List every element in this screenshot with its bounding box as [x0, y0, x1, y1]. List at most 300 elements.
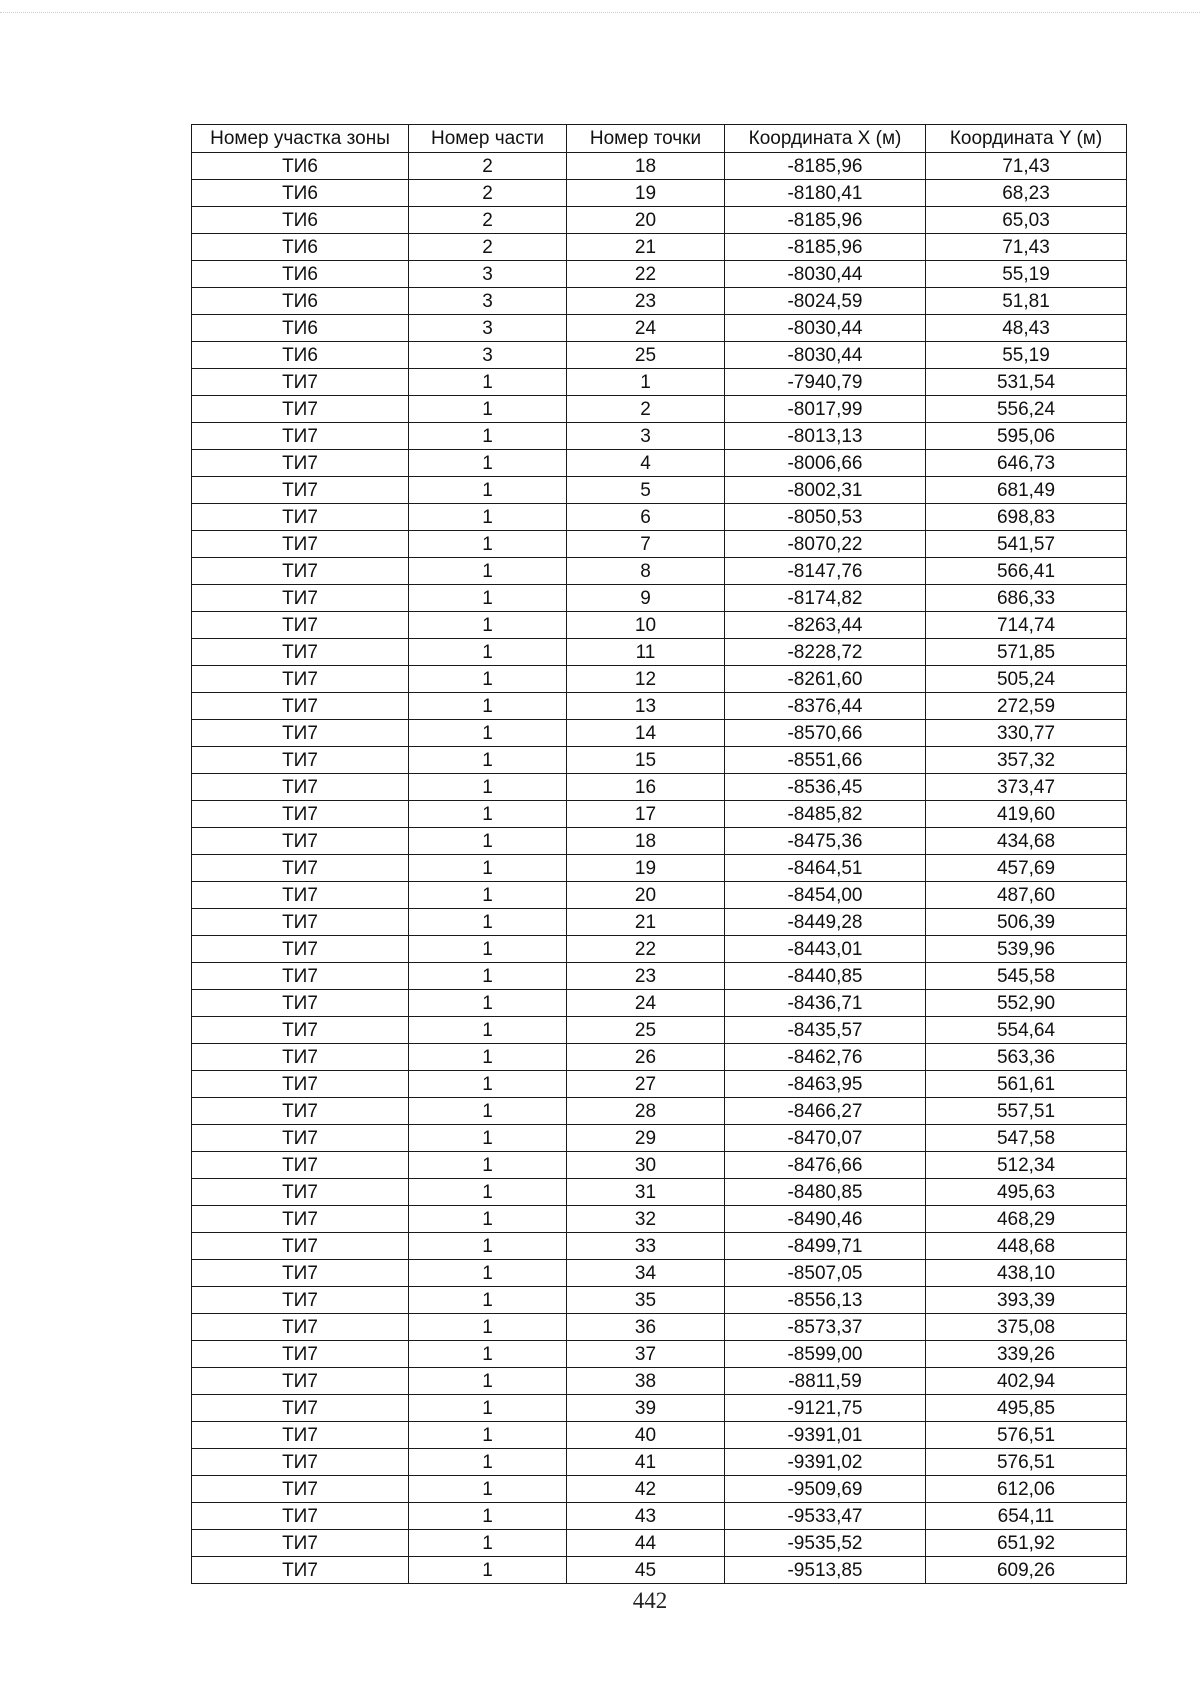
table-row [192, 936, 1127, 963]
cell-zone-plot: ТИ7 [192, 585, 409, 612]
cell-part-number: 1 [409, 558, 567, 585]
table-row [192, 1017, 1127, 1044]
cell-part-number: 1 [409, 1368, 567, 1395]
cell-coordinate-y: 375,08 [926, 1314, 1127, 1341]
cell-point-number: 9 [567, 585, 725, 612]
cell-coordinate-y: 495,63 [926, 1179, 1127, 1206]
table-row [192, 234, 1127, 261]
cell-coordinate-y: 531,54 [926, 369, 1127, 396]
cell-point-number: 24 [567, 990, 725, 1017]
header-zone-plot-number: Номер участка зоны [192, 125, 409, 153]
cell-point-number: 24 [567, 315, 725, 342]
cell-zone-plot: ТИ6 [192, 315, 409, 342]
cell-coordinate-y: 681,49 [926, 477, 1127, 504]
cell-point-number: 22 [567, 261, 725, 288]
cell-zone-plot: ТИ7 [192, 720, 409, 747]
table-row [192, 1125, 1127, 1152]
cell-zone-plot: ТИ7 [192, 1557, 409, 1584]
cell-coordinate-y: 487,60 [926, 882, 1127, 909]
cell-coordinate-x: -8147,76 [725, 558, 926, 585]
cell-coordinate-x: -8228,72 [725, 639, 926, 666]
cell-coordinate-x: -8556,13 [725, 1287, 926, 1314]
cell-part-number: 1 [409, 1044, 567, 1071]
cell-coordinate-x: -8464,51 [725, 855, 926, 882]
cell-zone-plot: ТИ6 [192, 234, 409, 261]
cell-part-number: 1 [409, 423, 567, 450]
cell-part-number: 1 [409, 828, 567, 855]
cell-part-number: 2 [409, 153, 567, 180]
cell-part-number: 1 [409, 1206, 567, 1233]
cell-coordinate-x: -8551,66 [725, 747, 926, 774]
cell-coordinate-x: -9509,69 [725, 1476, 926, 1503]
table-row [192, 396, 1127, 423]
cell-part-number: 1 [409, 1152, 567, 1179]
cell-coordinate-y: 373,47 [926, 774, 1127, 801]
table-row [192, 1233, 1127, 1260]
cell-part-number: 1 [409, 1179, 567, 1206]
cell-coordinate-x: -8185,96 [725, 234, 926, 261]
cell-point-number: 20 [567, 207, 725, 234]
cell-part-number: 1 [409, 747, 567, 774]
cell-zone-plot: ТИ6 [192, 288, 409, 315]
cell-zone-plot: ТИ7 [192, 990, 409, 1017]
cell-part-number: 1 [409, 1233, 567, 1260]
cell-zone-plot: ТИ7 [192, 801, 409, 828]
cell-part-number: 1 [409, 396, 567, 423]
cell-coordinate-y: 438,10 [926, 1260, 1127, 1287]
cell-part-number: 2 [409, 180, 567, 207]
cell-part-number: 1 [409, 1314, 567, 1341]
cell-point-number: 44 [567, 1530, 725, 1557]
table-row [192, 1557, 1127, 1584]
table-row [192, 882, 1127, 909]
cell-zone-plot: ТИ6 [192, 180, 409, 207]
cell-point-number: 5 [567, 477, 725, 504]
cell-coordinate-x: -8030,44 [725, 315, 926, 342]
cell-coordinate-y: 506,39 [926, 909, 1127, 936]
cell-point-number: 16 [567, 774, 725, 801]
cell-point-number: 18 [567, 153, 725, 180]
cell-coordinate-x: -8050,53 [725, 504, 926, 531]
cell-part-number: 1 [409, 585, 567, 612]
table-row [192, 558, 1127, 585]
table-row [192, 1422, 1127, 1449]
table-row [192, 1476, 1127, 1503]
table-header [192, 125, 1127, 153]
cell-part-number: 1 [409, 1503, 567, 1530]
cell-zone-plot: ТИ6 [192, 153, 409, 180]
cell-coordinate-y: 48,43 [926, 315, 1127, 342]
cell-part-number: 1 [409, 369, 567, 396]
cell-zone-plot: ТИ6 [192, 207, 409, 234]
cell-zone-plot: ТИ7 [192, 450, 409, 477]
table-row [192, 639, 1127, 666]
cell-coordinate-y: 576,51 [926, 1449, 1127, 1476]
cell-zone-plot: ТИ7 [192, 855, 409, 882]
cell-coordinate-x: -8261,60 [725, 666, 926, 693]
cell-zone-plot: ТИ7 [192, 612, 409, 639]
cell-coordinate-y: 561,61 [926, 1071, 1127, 1098]
cell-coordinate-x: -9121,75 [725, 1395, 926, 1422]
cell-coordinate-x: -8599,00 [725, 1341, 926, 1368]
cell-coordinate-y: 71,43 [926, 234, 1127, 261]
cell-coordinate-x: -9391,01 [725, 1422, 926, 1449]
cell-point-number: 22 [567, 936, 725, 963]
cell-part-number: 1 [409, 720, 567, 747]
table-row [192, 1071, 1127, 1098]
cell-zone-plot: ТИ7 [192, 1341, 409, 1368]
cell-point-number: 3 [567, 423, 725, 450]
cell-point-number: 29 [567, 1125, 725, 1152]
cell-point-number: 21 [567, 234, 725, 261]
cell-coordinate-y: 65,03 [926, 207, 1127, 234]
table-row [192, 288, 1127, 315]
cell-part-number: 1 [409, 612, 567, 639]
cell-zone-plot: ТИ7 [192, 1044, 409, 1071]
cell-point-number: 10 [567, 612, 725, 639]
cell-zone-plot: ТИ7 [192, 936, 409, 963]
cell-point-number: 37 [567, 1341, 725, 1368]
cell-coordinate-x: -8466,27 [725, 1098, 926, 1125]
cell-coordinate-x: -8185,96 [725, 153, 926, 180]
cell-coordinate-y: 68,23 [926, 180, 1127, 207]
table-row [192, 1395, 1127, 1422]
cell-part-number: 1 [409, 936, 567, 963]
cell-coordinate-x: -8263,44 [725, 612, 926, 639]
cell-zone-plot: ТИ7 [192, 1233, 409, 1260]
cell-point-number: 15 [567, 747, 725, 774]
cell-part-number: 1 [409, 774, 567, 801]
cell-part-number: 1 [409, 1449, 567, 1476]
table-row [192, 1449, 1127, 1476]
cell-point-number: 27 [567, 1071, 725, 1098]
table-row [192, 207, 1127, 234]
cell-coordinate-y: 646,73 [926, 450, 1127, 477]
cell-point-number: 33 [567, 1233, 725, 1260]
cell-zone-plot: ТИ7 [192, 558, 409, 585]
cell-part-number: 1 [409, 990, 567, 1017]
cell-zone-plot: ТИ6 [192, 342, 409, 369]
cell-coordinate-x: -9535,52 [725, 1530, 926, 1557]
cell-coordinate-y: 468,29 [926, 1206, 1127, 1233]
cell-coordinate-y: 330,77 [926, 720, 1127, 747]
cell-zone-plot: ТИ7 [192, 531, 409, 558]
cell-coordinate-y: 698,83 [926, 504, 1127, 531]
cell-part-number: 1 [409, 882, 567, 909]
table-row [192, 1098, 1127, 1125]
cell-part-number: 1 [409, 1395, 567, 1422]
cell-coordinate-y: 554,64 [926, 1017, 1127, 1044]
cell-point-number: 38 [567, 1368, 725, 1395]
table-row [192, 1206, 1127, 1233]
cell-part-number: 1 [409, 963, 567, 990]
cell-zone-plot: ТИ7 [192, 1125, 409, 1152]
table-row [192, 828, 1127, 855]
cell-part-number: 3 [409, 342, 567, 369]
cell-coordinate-y: 448,68 [926, 1233, 1127, 1260]
table-row [192, 801, 1127, 828]
cell-coordinate-y: 419,60 [926, 801, 1127, 828]
cell-coordinate-y: 557,51 [926, 1098, 1127, 1125]
cell-part-number: 1 [409, 1260, 567, 1287]
cell-zone-plot: ТИ7 [192, 1098, 409, 1125]
cell-part-number: 1 [409, 1422, 567, 1449]
cell-part-number: 2 [409, 234, 567, 261]
cell-coordinate-x: -8435,57 [725, 1017, 926, 1044]
cell-point-number: 42 [567, 1476, 725, 1503]
cell-zone-plot: ТИ7 [192, 1287, 409, 1314]
cell-point-number: 41 [567, 1449, 725, 1476]
cell-point-number: 45 [567, 1557, 725, 1584]
cell-coordinate-y: 714,74 [926, 612, 1127, 639]
cell-coordinate-y: 402,94 [926, 1368, 1127, 1395]
cell-coordinate-y: 393,39 [926, 1287, 1127, 1314]
header-row [192, 125, 1127, 153]
cell-part-number: 1 [409, 909, 567, 936]
cell-part-number: 1 [409, 1476, 567, 1503]
cell-part-number: 1 [409, 1071, 567, 1098]
cell-point-number: 28 [567, 1098, 725, 1125]
cell-part-number: 1 [409, 504, 567, 531]
table-row [192, 261, 1127, 288]
cell-zone-plot: ТИ7 [192, 693, 409, 720]
cell-coordinate-y: 272,59 [926, 693, 1127, 720]
table-row [192, 1179, 1127, 1206]
cell-coordinate-x: -8030,44 [725, 342, 926, 369]
cell-coordinate-y: 556,24 [926, 396, 1127, 423]
cell-coordinate-x: -8180,41 [725, 180, 926, 207]
table-row [192, 1152, 1127, 1179]
cell-part-number: 1 [409, 531, 567, 558]
table-row [192, 666, 1127, 693]
cell-coordinate-x: -8462,76 [725, 1044, 926, 1071]
cell-part-number: 2 [409, 207, 567, 234]
cell-coordinate-y: 612,06 [926, 1476, 1127, 1503]
cell-part-number: 1 [409, 1557, 567, 1584]
cell-point-number: 17 [567, 801, 725, 828]
cell-part-number: 1 [409, 1287, 567, 1314]
cell-point-number: 20 [567, 882, 725, 909]
cell-coordinate-x: -8507,05 [725, 1260, 926, 1287]
cell-coordinate-y: 651,92 [926, 1530, 1127, 1557]
header-coordinate-y: Координата Y (м) [926, 125, 1127, 153]
table-row [192, 1530, 1127, 1557]
cell-coordinate-x: -8006,66 [725, 450, 926, 477]
cell-zone-plot: ТИ7 [192, 1449, 409, 1476]
cell-point-number: 31 [567, 1179, 725, 1206]
cell-coordinate-x: -8454,00 [725, 882, 926, 909]
cell-part-number: 1 [409, 477, 567, 504]
cell-coordinate-x: -8499,71 [725, 1233, 926, 1260]
table-row [192, 693, 1127, 720]
cell-coordinate-x: -8463,95 [725, 1071, 926, 1098]
cell-coordinate-y: 357,32 [926, 747, 1127, 774]
cell-coordinate-y: 539,96 [926, 936, 1127, 963]
table-row [192, 1260, 1127, 1287]
cell-zone-plot: ТИ7 [192, 1206, 409, 1233]
cell-coordinate-x: -8440,85 [725, 963, 926, 990]
cell-point-number: 25 [567, 342, 725, 369]
cell-coordinate-y: 505,24 [926, 666, 1127, 693]
cell-part-number: 1 [409, 1341, 567, 1368]
cell-part-number: 3 [409, 315, 567, 342]
cell-zone-plot: ТИ7 [192, 1152, 409, 1179]
cell-point-number: 25 [567, 1017, 725, 1044]
table-row [192, 1368, 1127, 1395]
cell-point-number: 19 [567, 180, 725, 207]
cell-coordinate-x: -7940,79 [725, 369, 926, 396]
cell-coordinate-x: -8013,13 [725, 423, 926, 450]
cell-point-number: 7 [567, 531, 725, 558]
scan-edge-line [0, 12, 1200, 13]
header-part-number: Номер части [409, 125, 567, 153]
cell-point-number: 12 [567, 666, 725, 693]
cell-coordinate-y: 595,06 [926, 423, 1127, 450]
cell-zone-plot: ТИ7 [192, 423, 409, 450]
cell-point-number: 13 [567, 693, 725, 720]
cell-coordinate-x: -8030,44 [725, 261, 926, 288]
cell-zone-plot: ТИ7 [192, 1260, 409, 1287]
cell-point-number: 18 [567, 828, 725, 855]
cell-point-number: 11 [567, 639, 725, 666]
cell-point-number: 6 [567, 504, 725, 531]
cell-point-number: 40 [567, 1422, 725, 1449]
cell-point-number: 43 [567, 1503, 725, 1530]
cell-zone-plot: ТИ7 [192, 1368, 409, 1395]
cell-point-number: 35 [567, 1287, 725, 1314]
cell-coordinate-x: -8436,71 [725, 990, 926, 1017]
cell-coordinate-y: 495,85 [926, 1395, 1127, 1422]
table-row [192, 504, 1127, 531]
table-row [192, 423, 1127, 450]
cell-zone-plot: ТИ7 [192, 504, 409, 531]
cell-coordinate-y: 512,34 [926, 1152, 1127, 1179]
cell-coordinate-x: -8449,28 [725, 909, 926, 936]
table-row [192, 1044, 1127, 1071]
cell-coordinate-y: 55,19 [926, 342, 1127, 369]
cell-coordinate-x: -8573,37 [725, 1314, 926, 1341]
cell-zone-plot: ТИ7 [192, 666, 409, 693]
cell-zone-plot: ТИ7 [192, 1314, 409, 1341]
page-number: 442 [632, 1588, 668, 1613]
cell-coordinate-x: -9513,85 [725, 1557, 926, 1584]
cell-coordinate-y: 563,36 [926, 1044, 1127, 1071]
table-row [192, 774, 1127, 801]
cell-coordinate-y: 71,43 [926, 153, 1127, 180]
table-row [192, 153, 1127, 180]
cell-coordinate-y: 654,11 [926, 1503, 1127, 1530]
cell-zone-plot: ТИ7 [192, 909, 409, 936]
cell-coordinate-x: -8536,45 [725, 774, 926, 801]
cell-coordinate-x: -8017,99 [725, 396, 926, 423]
cell-coordinate-y: 545,58 [926, 963, 1127, 990]
cell-point-number: 2 [567, 396, 725, 423]
cell-part-number: 1 [409, 639, 567, 666]
cell-coordinate-x: -8174,82 [725, 585, 926, 612]
cell-zone-plot: ТИ7 [192, 774, 409, 801]
cell-coordinate-x: -8002,31 [725, 477, 926, 504]
cell-coordinate-y: 51,81 [926, 288, 1127, 315]
cell-coordinate-x: -8376,44 [725, 693, 926, 720]
cell-zone-plot: ТИ7 [192, 828, 409, 855]
cell-point-number: 39 [567, 1395, 725, 1422]
cell-zone-plot: ТИ7 [192, 747, 409, 774]
cell-point-number: 1 [567, 369, 725, 396]
cell-zone-plot: ТИ7 [192, 639, 409, 666]
table-row [192, 612, 1127, 639]
cell-coordinate-y: 547,58 [926, 1125, 1127, 1152]
cell-coordinate-y: 609,26 [926, 1557, 1127, 1584]
table-row [192, 1287, 1127, 1314]
table-body [192, 153, 1127, 1584]
cell-coordinate-x: -8470,07 [725, 1125, 926, 1152]
cell-point-number: 23 [567, 288, 725, 315]
cell-part-number: 1 [409, 1017, 567, 1044]
table-row [192, 909, 1127, 936]
table-row [192, 1341, 1127, 1368]
cell-point-number: 36 [567, 1314, 725, 1341]
cell-zone-plot: ТИ7 [192, 1503, 409, 1530]
cell-zone-plot: ТИ7 [192, 1395, 409, 1422]
table-row [192, 315, 1127, 342]
cell-zone-plot: ТИ7 [192, 369, 409, 396]
cell-zone-plot: ТИ7 [192, 1179, 409, 1206]
header-coordinate-x: Координата X (м) [725, 125, 926, 153]
cell-zone-plot: ТИ6 [192, 261, 409, 288]
cell-coordinate-y: 571,85 [926, 639, 1127, 666]
table-row [192, 1314, 1127, 1341]
table-row [192, 747, 1127, 774]
table-row [192, 342, 1127, 369]
cell-coordinate-x: -8811,59 [725, 1368, 926, 1395]
cell-coordinate-x: -8570,66 [725, 720, 926, 747]
cell-point-number: 34 [567, 1260, 725, 1287]
cell-part-number: 1 [409, 693, 567, 720]
cell-point-number: 30 [567, 1152, 725, 1179]
cell-coordinate-y: 339,26 [926, 1341, 1127, 1368]
cell-part-number: 1 [409, 1098, 567, 1125]
cell-coordinate-y: 552,90 [926, 990, 1127, 1017]
table-row [192, 855, 1127, 882]
header-point-number: Номер точки [567, 125, 725, 153]
cell-zone-plot: ТИ7 [192, 477, 409, 504]
cell-zone-plot: ТИ7 [192, 1530, 409, 1557]
cell-coordinate-x: -8024,59 [725, 288, 926, 315]
cell-coordinate-x: -9533,47 [725, 1503, 926, 1530]
cell-coordinate-x: -8475,36 [725, 828, 926, 855]
cell-point-number: 8 [567, 558, 725, 585]
cell-coordinate-x: -8443,01 [725, 936, 926, 963]
cell-part-number: 1 [409, 666, 567, 693]
cell-coordinate-x: -8476,66 [725, 1152, 926, 1179]
cell-point-number: 21 [567, 909, 725, 936]
cell-part-number: 1 [409, 1125, 567, 1152]
cell-coordinate-y: 55,19 [926, 261, 1127, 288]
cell-part-number: 1 [409, 855, 567, 882]
cell-zone-plot: ТИ7 [192, 1422, 409, 1449]
cell-coordinate-y: 457,69 [926, 855, 1127, 882]
cell-coordinate-y: 576,51 [926, 1422, 1127, 1449]
table-row [192, 531, 1127, 558]
cell-point-number: 14 [567, 720, 725, 747]
table-row [192, 369, 1127, 396]
cell-point-number: 23 [567, 963, 725, 990]
cell-zone-plot: ТИ7 [192, 1017, 409, 1044]
table-row [192, 180, 1127, 207]
cell-coordinate-x: -8185,96 [725, 207, 926, 234]
coordinates-table [191, 124, 1127, 1584]
cell-point-number: 26 [567, 1044, 725, 1071]
